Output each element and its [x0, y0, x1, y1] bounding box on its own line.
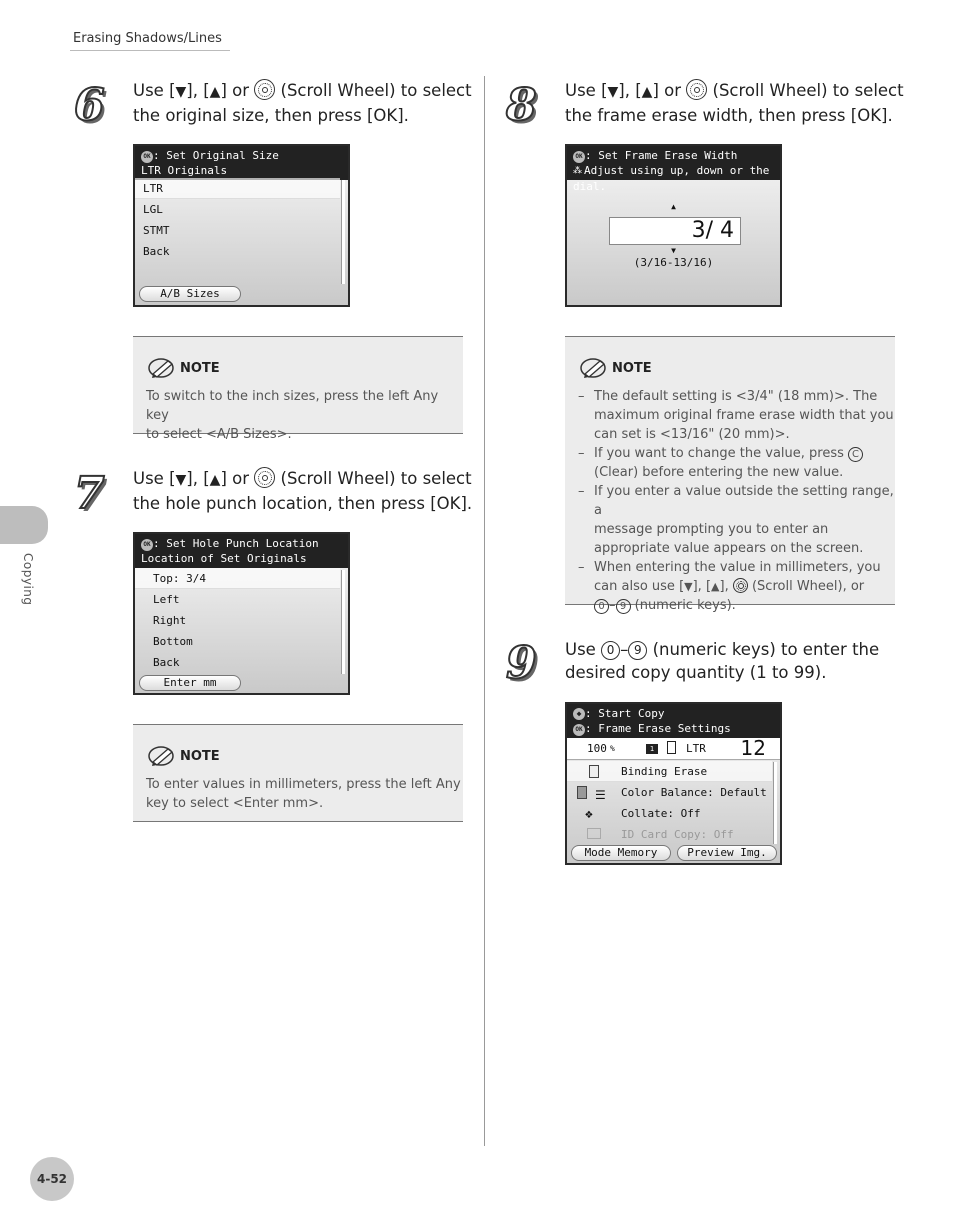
list-item — [578, 387, 895, 444]
note-box — [565, 336, 895, 613]
note-box — [133, 336, 463, 442]
text: the hole punch location, then press [OK]. — [133, 494, 473, 513]
clear-key-icon: C — [848, 447, 863, 462]
note-title: NOTE — [612, 360, 652, 376]
pencil-icon — [148, 357, 176, 379]
note-title: NOTE — [180, 748, 220, 764]
paper-icon — [667, 741, 676, 754]
list-item — [578, 482, 895, 558]
text: the frame erase width, then press [OK]. — [565, 106, 893, 125]
ok-icon: OK — [573, 724, 585, 736]
text: appropriate value appears on the screen. — [594, 541, 864, 556]
up-arrow-glyph: ▲ — [641, 84, 653, 100]
ok-icon: OK — [141, 151, 153, 163]
list-item[interactable] — [567, 761, 772, 782]
lcd-subtitle: Location of Set Originals — [141, 552, 307, 565]
step-number-9: 9 — [506, 638, 537, 689]
text: Use [ — [565, 81, 608, 100]
text: – — [620, 640, 629, 659]
text: – If you enter a value outside the setting range, a — [594, 484, 894, 518]
up-arrow-icon[interactable]: ▲ — [671, 202, 676, 211]
step-7-instruction — [133, 467, 472, 515]
nine-key-icon: 9 — [616, 599, 631, 614]
text: message prompting you to enter an — [594, 522, 829, 537]
text: can set is <13/16" (20 mm)>. — [594, 427, 790, 442]
text: ], — [719, 579, 733, 594]
text: can also use [ — [594, 579, 685, 594]
scroll-wheel-icon — [686, 79, 707, 100]
text: ], [ — [186, 469, 210, 488]
lcd-scrollbar[interactable] — [773, 762, 777, 844]
list-item[interactable]: Back — [143, 245, 170, 258]
text: maximum original frame erase width that you — [594, 408, 894, 423]
down-arrow-glyph: ▼ — [607, 84, 619, 100]
page-number: 4-52 — [30, 1157, 74, 1201]
chapter-label: Copying — [21, 553, 35, 606]
lcd-scrollbar[interactable] — [341, 570, 345, 674]
equalizer-icon: ☰ — [595, 788, 606, 802]
note-header — [148, 744, 220, 768]
enter-mm-button[interactable]: Enter mm — [139, 675, 241, 691]
lcd-list — [567, 761, 772, 845]
nine-key-icon: 9 — [628, 641, 647, 660]
zero-key-icon: 0 — [601, 641, 620, 660]
text: (Clear) before entering the new value. — [594, 465, 844, 480]
lcd-title: : Set Hole Punch Location — [153, 537, 319, 550]
copy-status-bar — [567, 738, 780, 760]
text: – — [609, 598, 616, 613]
lcd-subtitle: LTR Originals — [141, 164, 228, 177]
note-text — [578, 387, 895, 615]
item-label: ID Card Copy: Off — [621, 828, 734, 841]
step-9-instruction — [565, 638, 879, 684]
range-text: (3/16-13/16) — [633, 256, 714, 269]
width-value-field[interactable]: 3/ 4 — [609, 217, 741, 245]
step-number-6: 6 — [74, 80, 105, 131]
down-arrow-glyph: ▼ — [684, 580, 693, 593]
lcd-original-size — [133, 144, 350, 307]
start-icon: ◆ — [573, 708, 585, 720]
item-label: Color Balance: Default — [621, 786, 767, 799]
preview-image-button[interactable]: Preview Img. — [677, 845, 777, 861]
column-divider — [484, 76, 485, 1146]
text: Use [ — [133, 469, 176, 488]
note-title: NOTE — [180, 360, 220, 376]
lcd-list — [135, 568, 340, 673]
step-number-8: 8 — [506, 80, 537, 131]
text: Use [ — [133, 81, 176, 100]
text: If you want to change the value, press — [594, 446, 849, 461]
scroll-wheel-icon — [733, 578, 748, 593]
text: ], [ — [186, 81, 210, 100]
lcd-title: : Set Original Size — [153, 149, 279, 162]
note-box — [133, 724, 463, 822]
lcd-title: : Set Frame Erase Width — [585, 149, 738, 162]
text: To enter values in millimeters, press the left Any — [146, 777, 461, 792]
note-header — [580, 356, 652, 380]
tray-icon: 1 — [646, 744, 658, 754]
running-header: Erasing Shadows/Lines — [73, 31, 222, 46]
lcd-title: : Start Copy — [585, 707, 665, 720]
color-balance-icon — [577, 786, 587, 799]
up-arrow-glyph: ▲ — [209, 84, 221, 100]
lcd-subtitle: : Frame Erase Settings — [585, 722, 731, 735]
ok-icon: OK — [573, 151, 585, 163]
zoom-ratio: 100 — [587, 742, 607, 755]
list-item[interactable]: Back — [153, 656, 180, 669]
list-item[interactable]: LTR — [135, 178, 340, 199]
down-arrow-icon[interactable]: ▼ — [671, 246, 676, 255]
paper-size: LTR — [686, 742, 706, 755]
list-item[interactable]: Top: 3/4 — [135, 568, 340, 589]
text: (Scroll Wheel) to select — [275, 469, 472, 488]
item-label: Binding Erase — [621, 765, 708, 778]
list-item[interactable] — [567, 782, 772, 803]
lcd-list — [135, 178, 340, 262]
id-card-icon — [587, 828, 601, 839]
text: To switch to the inch sizes, press the left Any key — [146, 389, 439, 423]
zoom-unit: % — [610, 744, 615, 753]
list-item[interactable]: Bottom — [153, 635, 193, 648]
text: (numeric keys) to enter the — [647, 640, 880, 659]
lcd-scrollbar[interactable] — [341, 180, 345, 284]
header-rule — [70, 50, 230, 51]
step-number-7: 7 — [74, 468, 105, 519]
text: – When entering the value in millimeters, you — [594, 560, 881, 575]
text: ] or — [652, 81, 687, 100]
scroll-wheel-icon — [254, 467, 275, 488]
list-item[interactable] — [567, 803, 772, 824]
text: (Scroll Wheel), or — [747, 579, 865, 594]
list-item — [578, 444, 895, 482]
item-label: Collate: Off — [621, 807, 701, 820]
down-arrow-glyph: ▼ — [175, 84, 187, 100]
list-item[interactable]: Right — [153, 614, 187, 627]
lcd-title-bar — [135, 534, 348, 568]
scroll-wheel-icon — [254, 79, 275, 100]
lcd-hole-punch — [133, 532, 350, 695]
pencil-icon — [148, 745, 176, 767]
mode-memory-button[interactable]: Mode Memory — [571, 845, 671, 861]
text: ], [ — [618, 81, 642, 100]
note-list — [578, 387, 895, 615]
text: (Scroll Wheel) to select — [707, 81, 904, 100]
text: (Scroll Wheel) to select — [275, 81, 472, 100]
binding-icon — [589, 765, 599, 778]
lcd-title-bar — [567, 704, 780, 738]
keypad-icon: ⁂ — [573, 166, 582, 176]
list-item[interactable]: STMT — [143, 224, 170, 237]
pencil-icon — [580, 357, 608, 379]
text: – The default setting is <3/4" (18 mm)>. The — [594, 389, 878, 404]
chapter-tab — [0, 506, 48, 544]
text: the original size, then press [OK]. — [133, 106, 409, 125]
text: desired copy quantity (1 to 99). — [565, 663, 827, 682]
lcd-frame-erase-width — [565, 144, 782, 307]
up-arrow-glyph: ▲ — [711, 580, 720, 593]
list-item[interactable]: LGL — [143, 203, 163, 216]
step-8-instruction — [565, 79, 904, 127]
ok-icon: OK — [141, 539, 153, 551]
lcd-start-copy — [565, 702, 782, 865]
text: ] or — [220, 469, 255, 488]
collate-icon: ❖ — [585, 807, 593, 822]
lcd-subtitle: Adjust using up, down or the dial. — [573, 164, 770, 193]
text: ], [ — [692, 579, 712, 594]
copy-quantity[interactable]: 12 — [740, 736, 766, 760]
text: ] or — [220, 81, 255, 100]
note-header — [148, 356, 220, 380]
text: Use — [565, 640, 602, 659]
note-text — [146, 387, 463, 444]
list-item[interactable]: Left — [153, 593, 180, 606]
lcd-title-bar — [135, 146, 348, 180]
note-text — [146, 775, 461, 813]
text: (numeric keys). — [630, 598, 736, 613]
ab-sizes-button[interactable]: A/B Sizes — [139, 286, 241, 302]
up-arrow-glyph: ▲ — [209, 472, 221, 488]
zero-key-icon: 0 — [594, 599, 609, 614]
lcd-title-bar — [567, 146, 780, 193]
down-arrow-glyph: ▼ — [175, 472, 187, 488]
text: key to select <Enter mm>. — [146, 796, 324, 811]
text: to select <A/B Sizes>. — [146, 427, 292, 442]
list-item — [578, 558, 895, 615]
step-6-instruction — [133, 79, 472, 127]
list-item[interactable] — [567, 824, 772, 845]
